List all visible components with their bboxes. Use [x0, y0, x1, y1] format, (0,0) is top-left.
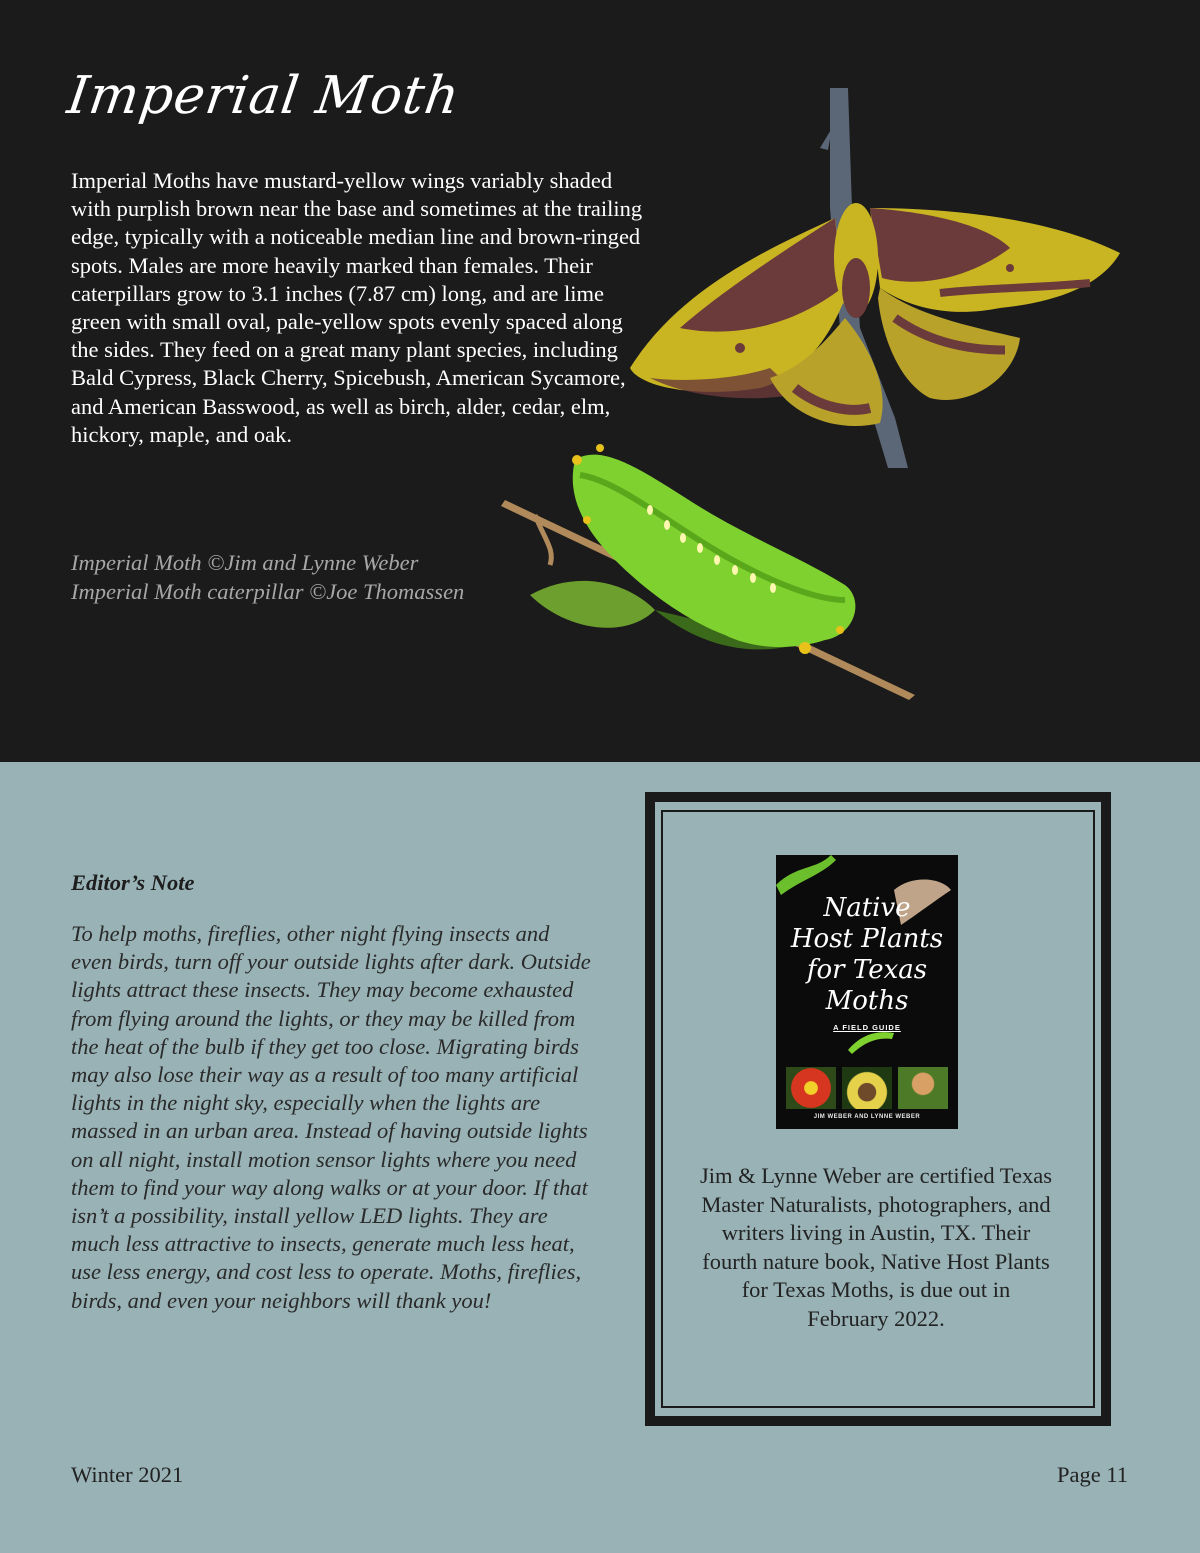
- editor-note-body: To help moths, fireflies, other night flying insects and even birds, turn off your outside lights after dark. Outside lights attract these insects. They may become exhausted from flying around the lights, or they may be killed from the heat of the bulb if they get too close. Migrating birds may also lose their way as a result of too many artificial lights in the night sky, especially when the lights are massed in an urban area. Instead of having outside lights on all night, install motion sensor lights where you need them to find your way along walks or at your door. If that isn’t a possibility, install yellow LED lights. They are much less attractive to insects, generate much less heat, use less energy, and cost less to operate. Moths, fireflies, birds, and even your neighbors will thank you!: [71, 921, 591, 1313]
- book-cover: [776, 855, 958, 1129]
- book-photo-flower: [786, 1067, 836, 1109]
- book-photo-leaf: [898, 1067, 948, 1109]
- intro-paragraph: Imperial Moths have mustard-yellow wings variably shaded with purplish brown near the base and sometimes at the trailing edge, typically with a noticeable median line and brown-ringed spots. Males are more heavily marked than females. Their caterpillars grow to 3.1 inches (7.87 cm) long, and are lime green with small oval, pale-yellow spots evenly spaced along the sides. They feed on a great many plant species, including Bald Cypress, Black Cherry, Spicebush, American Sycamore, and American Basswood, as well as birch, alder, cedar, elm, hickory, maple, and oak.: [71, 168, 643, 447]
- imperial-moth-photo: [620, 88, 1130, 473]
- caterpillar-photo-credit: Imperial Moth caterpillar ©Joe Thomassen: [71, 579, 465, 604]
- footer-season: Winter 2021: [71, 1462, 184, 1487]
- book-authors: JIM WEBER AND LYNNE WEBER: [813, 1114, 921, 1120]
- book-title: Native Host Plants for Texas Moths: [790, 893, 944, 1016]
- imperial-moth-section: [0, 0, 1200, 762]
- moth-photo-credit: Imperial Moth ©Jim and Lynne Weber: [71, 550, 419, 575]
- caterpillar-leaf: [530, 581, 655, 628]
- book-photo-moth: [842, 1067, 892, 1109]
- photo-credits: [71, 548, 541, 606]
- footer-page-number: Page 11: [1056, 1462, 1128, 1487]
- editor-note-heading: Editor’s Note: [71, 870, 195, 895]
- page-title: Imperial Moth: [63, 66, 464, 126]
- book-subtitle: A FIELD GUIDE: [833, 1023, 901, 1032]
- author-bio: Jim & Lynne Weber are certified Texas Master Naturalists, photographers, and writers living in Austin, TX. Their fourth nature book, Native Host Plants for Texas Moths, is due out in February 2022.: [700, 1163, 1052, 1331]
- imperial-moth-caterpillar-photo: [495, 420, 925, 700]
